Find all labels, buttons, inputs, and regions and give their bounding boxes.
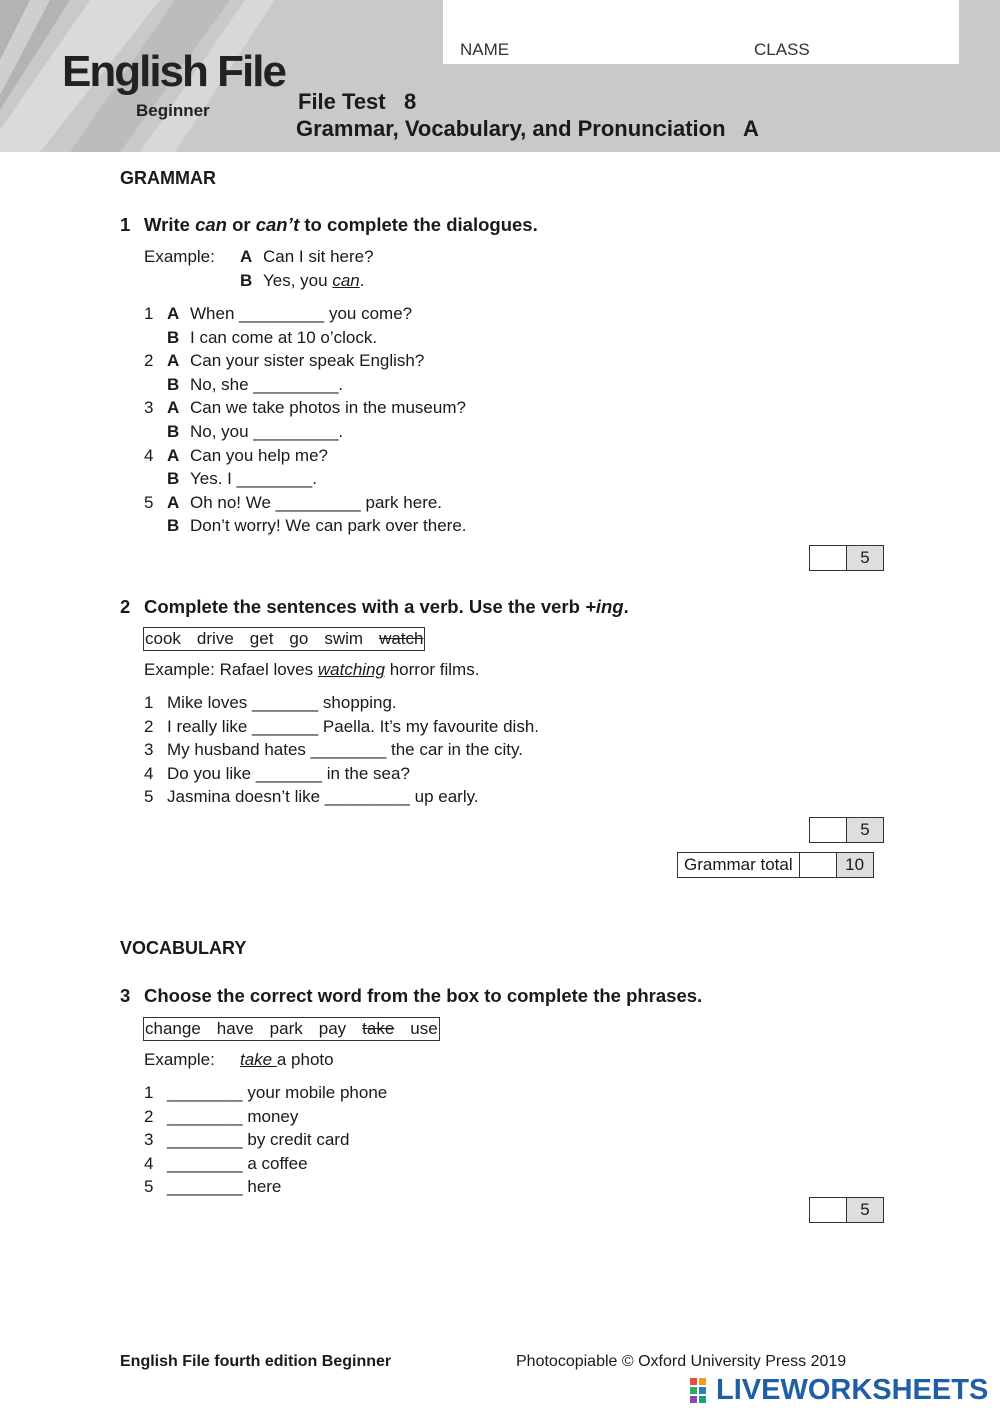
q2-items bbox=[144, 691, 539, 809]
word: use bbox=[410, 1019, 438, 1038]
class-label: CLASS bbox=[754, 40, 810, 59]
q3-item-4[interactable]: 4 ________ a coffee bbox=[144, 1153, 308, 1173]
question-3-title: 3 Choose the correct word from the box to complete the phrases. bbox=[120, 985, 703, 1006]
q1-item-2-b[interactable]: B No, she _________. bbox=[167, 374, 344, 394]
score-input[interactable] bbox=[800, 853, 837, 877]
vocabulary-heading: VOCABULARY bbox=[120, 938, 247, 958]
logo-subtitle: Beginner bbox=[136, 101, 210, 120]
word: cook bbox=[145, 629, 181, 648]
q2-score-box bbox=[809, 817, 884, 843]
q3-example: Example: take a photo bbox=[144, 1050, 334, 1069]
q3-score-box bbox=[809, 1197, 884, 1223]
q1-example-b: B Yes, you can. bbox=[240, 271, 365, 290]
q2-word-box bbox=[143, 627, 425, 651]
q3-item-3[interactable]: 3 ________ by credit card bbox=[144, 1130, 350, 1150]
q1-item-3-a: 3 A Can we take photos in the museum? bbox=[144, 398, 466, 418]
question-number: 2 bbox=[120, 596, 131, 617]
score-max: 5 bbox=[847, 546, 883, 570]
q3-item-2[interactable]: 2 ________ money bbox=[144, 1106, 299, 1126]
test-title: File Test 8 bbox=[298, 89, 417, 114]
question-number: 1 bbox=[120, 214, 131, 235]
q1-item-1-b: B I can come at 10 o’clock. bbox=[167, 327, 378, 347]
q1-item-4-a: 4 A Can you help me? bbox=[144, 445, 328, 465]
q3-word-box bbox=[143, 1017, 440, 1041]
word: go bbox=[289, 629, 309, 648]
score-input[interactable] bbox=[810, 546, 847, 570]
q2-item-2[interactable]: 2 I really like _______ Paella. It’s my favourite dish. bbox=[144, 716, 539, 736]
q1-item-2-a: 2 A Can your sister speak English? bbox=[144, 351, 425, 371]
word: swim bbox=[324, 629, 364, 648]
word: change bbox=[145, 1019, 201, 1038]
q1-item-4-b[interactable]: B Yes. I ________. bbox=[167, 469, 317, 489]
q1-item-5-b: B Don’t worry! We can park over there. bbox=[167, 516, 467, 536]
score-input[interactable] bbox=[810, 818, 847, 842]
q3-item-5[interactable]: 5 ________ here bbox=[144, 1177, 282, 1197]
liveworksheets-icon bbox=[690, 1378, 716, 1404]
question-1-title: 1 Write can or can’t to complete the dialogues. bbox=[120, 214, 538, 235]
grammar-heading: GRAMMAR bbox=[120, 168, 216, 188]
name-label: NAME bbox=[460, 40, 510, 59]
question-2-title: 2 Complete the sentences with a verb. Use the verb +ing. bbox=[120, 596, 629, 617]
score-max: 10 bbox=[837, 853, 873, 877]
word: park bbox=[269, 1019, 303, 1038]
score-max: 5 bbox=[847, 818, 883, 842]
name-class-box bbox=[443, 0, 959, 64]
word: have bbox=[216, 1019, 254, 1038]
word: pay bbox=[318, 1019, 347, 1038]
q1-item-5-a[interactable]: 5 A Oh no! We _________ park here. bbox=[144, 492, 443, 512]
q1-items bbox=[144, 302, 467, 538]
liveworksheets-logo[interactable] bbox=[690, 1374, 988, 1407]
liveworksheets-text: LIVEWORKSHEETS bbox=[716, 1374, 989, 1406]
q2-example: Example: Rafael loves watching horror films. bbox=[144, 660, 480, 679]
q2-item-4[interactable]: 4 Do you like _______ in the sea? bbox=[144, 763, 410, 783]
struck-word: watch bbox=[379, 629, 424, 648]
grammar-total bbox=[677, 852, 874, 878]
q3-item-1[interactable]: 1 ________ your mobile phone bbox=[144, 1083, 388, 1102]
test-subtitle: Grammar, Vocabulary, and Pronunciation A bbox=[296, 116, 759, 141]
logo-title: English File bbox=[62, 47, 285, 96]
q2-item-3[interactable]: 3 My husband hates ________ the car in the city. bbox=[144, 740, 523, 760]
q1-example-a: Example: A Can I sit here? bbox=[144, 247, 374, 266]
word: get bbox=[249, 629, 274, 648]
q2-item-5[interactable]: 5 Jasmina doesn’t like _________ up early. bbox=[144, 787, 479, 807]
q1-item-3-b[interactable]: B No, you _________. bbox=[167, 421, 344, 441]
score-max: 5 bbox=[847, 1198, 883, 1222]
q1-score-box bbox=[809, 545, 884, 571]
grammar-total-label: Grammar total bbox=[677, 852, 799, 878]
footer-copyright: Photocopiable © Oxford University Press 2019 bbox=[516, 1353, 847, 1370]
word: drive bbox=[196, 629, 234, 648]
question-number: 3 bbox=[120, 985, 131, 1006]
footer-edition: English File fourth edition Beginner bbox=[120, 1353, 392, 1370]
q3-items bbox=[144, 1081, 387, 1199]
q1-item-1-a[interactable]: 1 A When _________ you come? bbox=[144, 304, 413, 323]
struck-word: take bbox=[362, 1019, 395, 1038]
q2-item-1[interactable]: 1 Mike loves _______ shopping. bbox=[144, 693, 397, 712]
score-input[interactable] bbox=[810, 1198, 847, 1222]
